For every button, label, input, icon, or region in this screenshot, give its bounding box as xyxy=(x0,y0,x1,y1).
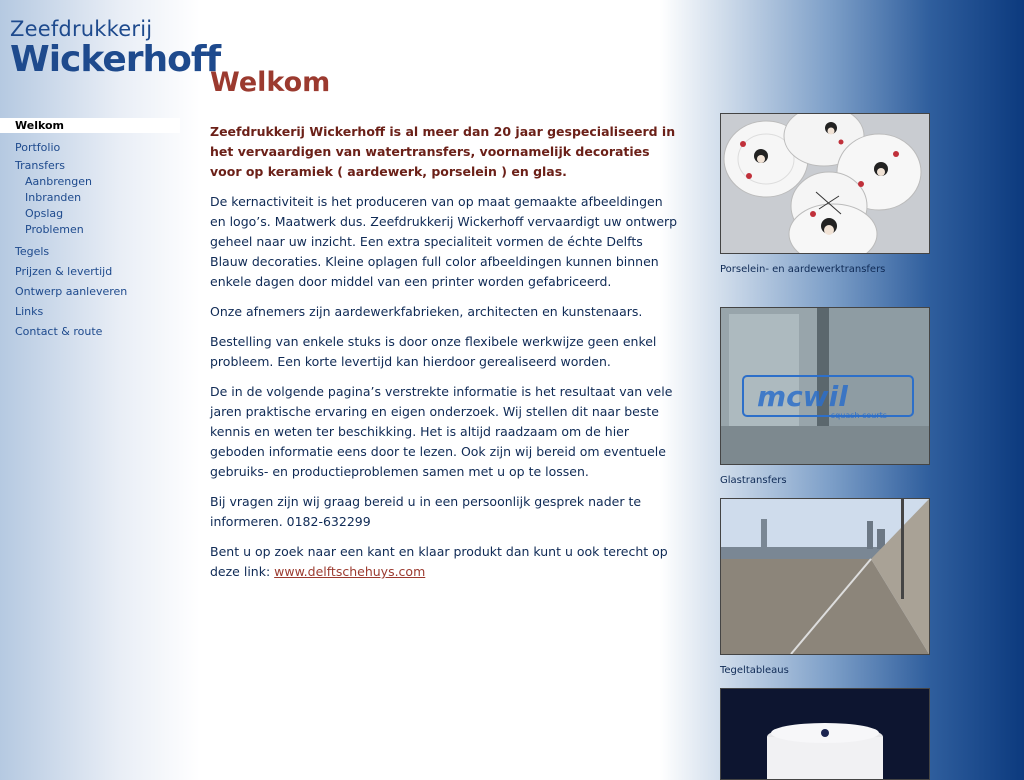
glass-transfers-image[interactable] xyxy=(720,307,930,465)
sidebar-nav xyxy=(0,118,180,342)
jar-image[interactable] xyxy=(720,688,930,780)
nav-item-portfolio[interactable]: Portfolio xyxy=(15,141,61,154)
logo-top-text: Zeefdrukkerij xyxy=(10,17,153,41)
paragraph: De kernactiviteit is het produceren van op maat gemaakte afbeeldingen en logo’s. Maatwerk dus. Zeefdrukkerij Wickerhoff vervaardigt uw ontwerp geheel naar uw inzicht. Een extra specialiteit vormen de échte Delfts Blauw decoraties. Kleine oplagen full color afbeeldingen kunnen binnen enkele dagen door middel van een printer worden gefabriceerd. xyxy=(210,194,678,289)
mcwil-logo-text: mcwil xyxy=(757,380,848,413)
caption-tile-tableaus: Tegeltableaus xyxy=(720,665,789,676)
nav-item-welkom[interactable]: Welkom xyxy=(0,118,180,133)
mcwil-logo-subtext: squash courts xyxy=(831,411,887,420)
paragraph: Bij vragen zijn wij graag bereid u in een persoonlijk gesprek nader te informeren. 0182-632299 xyxy=(210,494,642,529)
glass-door-illustration xyxy=(721,308,929,464)
nav-item-transfers[interactable]: Transfers xyxy=(15,159,65,172)
page-title: Welkom xyxy=(210,67,331,98)
nav-item-contact-route[interactable]: Contact & route xyxy=(15,325,103,338)
nav-item-problemen[interactable]: Problemen xyxy=(25,223,84,236)
jar-illustration xyxy=(721,689,929,779)
quay-illustration xyxy=(721,499,929,654)
paragraph-text: Bent u op zoek naar een kant en klaar produkt dan kunt u ook terecht op deze link: xyxy=(210,544,668,579)
caption-glass-transfers: Glastransfers xyxy=(720,475,787,486)
paragraph-with-link xyxy=(210,542,680,582)
nav-item-prijzen-levertijd[interactable]: Prijzen & levertijd xyxy=(15,265,113,278)
plates-illustration xyxy=(721,114,929,253)
paragraph: Onze afnemers zijn aardewerkfabrieken, architecten en kunstenaars. xyxy=(210,304,643,319)
porcelain-transfers-image[interactable] xyxy=(720,113,930,254)
nav-item-ontwerp-aanleveren[interactable]: Ontwerp aanleveren xyxy=(15,285,128,298)
tile-tableaus-image[interactable] xyxy=(720,498,930,655)
nav-item-links[interactable]: Links xyxy=(15,305,44,318)
nav-item-tegels[interactable]: Tegels xyxy=(15,245,50,258)
paragraph: Bestelling van enkele stuks is door onze flexibele werkwijze geen enkel probleem. Een korte levertijd kan hierdoor gerealiseerd worden. xyxy=(210,334,657,369)
site-logo[interactable] xyxy=(10,18,220,80)
nav-item-opslag[interactable]: Opslag xyxy=(25,207,64,220)
caption-porcelain-transfers: Porselein- en aardewerktransfers xyxy=(720,264,886,275)
delftschehuys-link[interactable]: www.delftschehuys.com xyxy=(274,564,426,579)
paragraph: De in de volgende pagina’s verstrekte informatie is het resultaat van vele jaren praktische ervaring en eigen onderzoek. Wij stellen dit naar beste kennis en weten ter beschikking. Het is altijd raadzaam om de hier geboden informatie eens door te lezen. Ook zijn wij bereid om eventuele gebruiks- en productieproblemen samen met u op te lossen. xyxy=(210,384,673,479)
intro-text: Zeefdrukkerij Wickerhoff is al meer dan 20 jaar gespecialiseerd in het vervaardigen van watertransfers, voornamelijk decoraties voor op keramiek ( aardewerk, porselein ) en glas. xyxy=(210,124,676,179)
logo-main-text: Wickerhoff xyxy=(10,39,221,80)
nav-item-aanbrengen[interactable]: Aanbrengen xyxy=(25,175,92,188)
main-content xyxy=(210,65,680,592)
nav-item-inbranden[interactable]: Inbranden xyxy=(25,191,82,204)
